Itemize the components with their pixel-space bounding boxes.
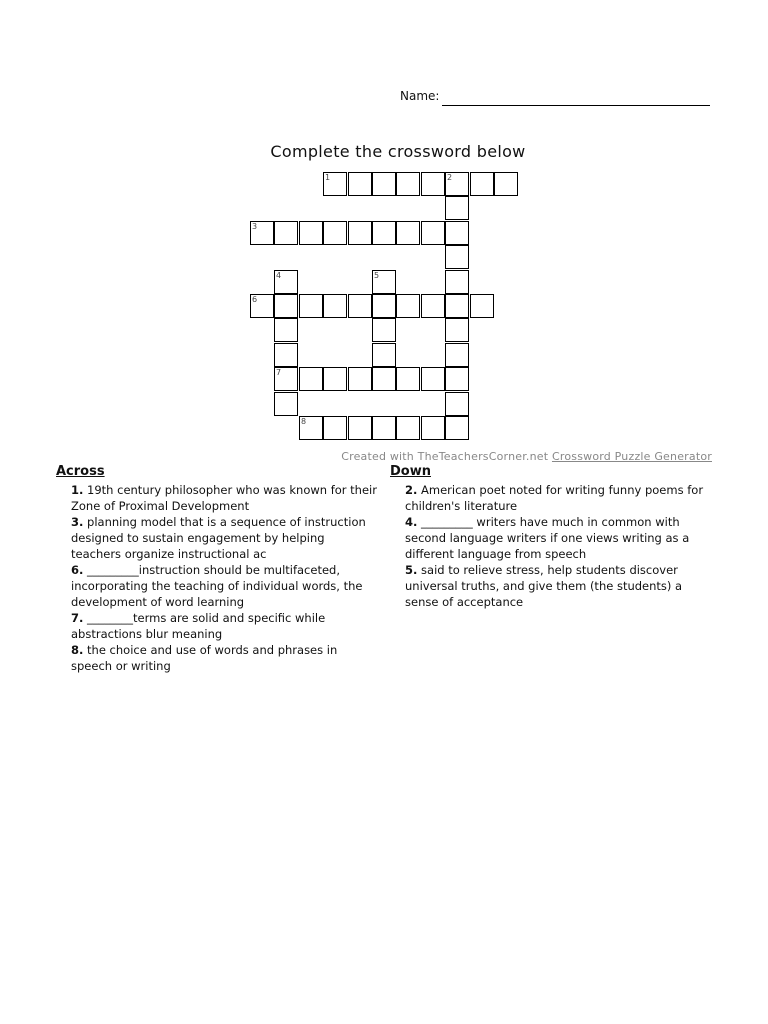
clue-number: 6 [252,295,258,304]
grid-cell[interactable] [372,270,396,294]
grid-cell[interactable] [396,294,420,318]
grid-cell[interactable] [470,294,494,318]
clue-text: _________ writers have much in common with second language writers if one views writing as a different language from speech [405,515,690,561]
crossword-grid [0,0,768,460]
grid-cell[interactable] [348,416,372,440]
grid-cell[interactable] [396,416,420,440]
down-clue [391,482,713,514]
grid-cell[interactable] [372,294,396,318]
grid-cell[interactable] [421,367,445,391]
credit-line [341,450,712,463]
grid-cell[interactable] [372,221,396,245]
clue-number: 3 [252,222,258,231]
credit-prefix: Created with TheTeachersCorner.net [341,450,552,463]
grid-cell[interactable] [250,294,274,318]
clue-number: 1 [325,173,331,182]
grid-cell[interactable] [348,367,372,391]
grid-cell[interactable] [299,416,323,440]
grid-cell[interactable] [445,343,469,367]
grid-cell[interactable] [372,343,396,367]
clue-number: 5 [374,271,380,280]
grid-cell[interactable] [323,416,347,440]
down-clue-list [391,482,713,610]
across-clue [57,514,377,562]
grid-cell[interactable] [445,172,469,196]
grid-cell[interactable] [445,392,469,416]
clue-num: 3. [71,515,84,529]
grid-cell[interactable] [274,221,298,245]
grid-cell[interactable] [348,221,372,245]
grid-cell[interactable] [348,294,372,318]
grid-cell[interactable] [274,270,298,294]
clue-number: 4 [276,271,282,280]
down-heading: Down [390,464,431,479]
across-clue [57,610,377,642]
grid-cell[interactable] [396,172,420,196]
clue-number: 7 [276,368,282,377]
grid-cell[interactable] [372,416,396,440]
grid-cell[interactable] [445,367,469,391]
grid-cell[interactable] [396,367,420,391]
generator-link[interactable]: Crossword Puzzle Generator [551,450,712,463]
grid-cell[interactable] [421,172,445,196]
grid-cell[interactable] [274,392,298,416]
grid-cell[interactable] [372,367,396,391]
page-title: Complete the crossword below [270,142,526,161]
grid-cell[interactable] [421,221,445,245]
name-label: Name: [400,89,440,103]
clue-text: planning model that is a sequence of instruction designed to sustain engagement by helping teachers organize instructional ac [71,515,366,561]
across-clue [57,642,377,674]
clue-num: 1. [71,483,84,497]
grid-cell[interactable] [274,367,298,391]
across-clue-list [57,482,377,674]
clue-num: 8. [71,643,84,657]
grid-cell[interactable] [445,196,469,220]
across-clue [57,562,377,610]
grid-cell[interactable] [274,318,298,342]
grid-cell[interactable] [445,318,469,342]
grid-cell[interactable] [323,221,347,245]
clue-num: 5. [405,563,418,577]
clue-text: American poet noted for writing funny poems for children's literature [405,483,704,513]
grid-cell[interactable] [445,294,469,318]
clue-text: ________terms are solid and specific while abstractions blur meaning [71,611,326,641]
grid-cell[interactable] [299,221,323,245]
grid-cell[interactable] [445,245,469,269]
grid-cell[interactable] [421,294,445,318]
grid-cell[interactable] [323,294,347,318]
across-clue [57,482,377,514]
grid-cell[interactable] [445,221,469,245]
clue-num: 7. [71,611,84,625]
grid-cell[interactable] [348,172,372,196]
grid-cell[interactable] [396,221,420,245]
grid-cell[interactable] [299,367,323,391]
clue-num: 6. [71,563,84,577]
grid-cell[interactable] [323,172,347,196]
grid-cell[interactable] [470,172,494,196]
grid-cell[interactable] [274,294,298,318]
down-clue [391,562,713,610]
clue-text: _________instruction should be multifaceted, incorporating the teaching of individual words, the development of word learning [71,563,363,609]
clue-num: 4. [405,515,418,529]
clue-text: said to relieve stress, help students discover universal truths, and give them (the students) a sense of acceptance [405,563,683,609]
clue-text: 19th century philosopher who was known for their Zone of Proximal Development [71,483,377,513]
grid-cell[interactable] [323,367,347,391]
grid-cell[interactable] [372,172,396,196]
grid-cell[interactable] [445,416,469,440]
grid-cell[interactable] [421,416,445,440]
across-heading: Across [56,464,105,479]
grid-cell[interactable] [274,343,298,367]
grid-cell[interactable] [494,172,518,196]
clue-text: the choice and use of words and phrases in speech or writing [71,643,338,673]
clue-number: 8 [301,417,307,426]
grid-cell[interactable] [445,270,469,294]
clue-num: 2. [405,483,418,497]
grid-cell[interactable] [372,318,396,342]
clue-number: 2 [447,173,453,182]
grid-cell[interactable] [250,221,274,245]
grid-cell[interactable] [299,294,323,318]
down-clue [391,514,713,562]
